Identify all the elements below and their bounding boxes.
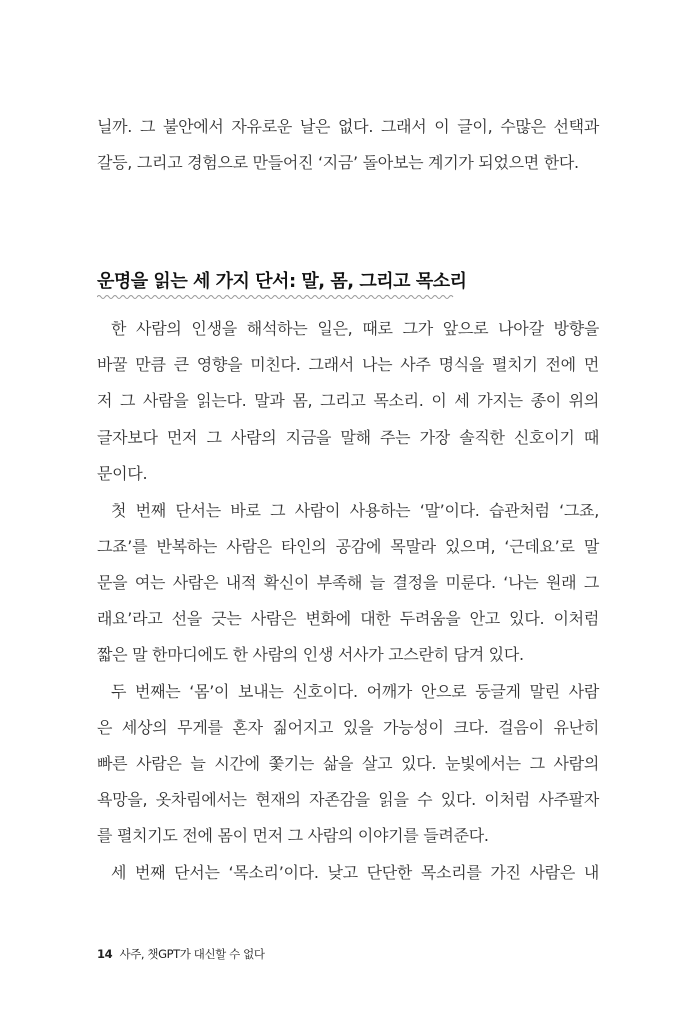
page-footer: [97, 946, 265, 962]
text-line: 그죠’를 반복하는 사람은 타인의 공감에 목말라 있으며, ‘근데요’로 말: [97, 537, 599, 556]
text-line: 문이다.: [97, 464, 148, 483]
text-line: 글자보다 먼저 그 사람의 지금을 말해 주는 가장 솔직한 신호이기 때: [97, 428, 599, 447]
running-title: 사주, 챗GPT가 대신할 수 없다: [119, 947, 265, 961]
text-line: 첫 번째 단서는 바로 그 사람이 사용하는 ‘말’이다. 습관처럼 ‘그죠,: [111, 501, 599, 520]
text-line: 은 세상의 무게를 혼자 짊어지고 있을 가능성이 크다. 걸음이 유난히: [97, 718, 599, 737]
heading-wavy-underline: [97, 294, 455, 300]
page-number: 14: [97, 947, 113, 961]
text-line: 를 펼치기도 전에 몸이 먼저 그 사람의 이야기를 들려준다.: [97, 826, 489, 845]
text-line: 갈등, 그리고 경험으로 만들어진 ‘지금’ 돌아보는 계기가 되었으면 한다.: [97, 153, 579, 172]
section-heading: 운명을 읽는 세 가지 단서: 말, 몸, 그리고 목소리: [97, 271, 467, 292]
text-line: 닐까. 그 불안에서 자유로운 날은 없다. 그래서 이 글이, 수많은 선택과: [97, 117, 599, 136]
text-line: 짧은 말 한마디에도 한 사람의 인생 서사가 고스란히 담겨 있다.: [97, 645, 524, 664]
text-line: 저 그 사람을 읽는다. 말과 몸, 그리고 목소리. 이 세 가지는 종이 위의: [97, 391, 599, 410]
text-line: 바꿀 만큼 큰 영향을 미친다. 그래서 나는 사주 명식을 펼치기 전에 먼: [97, 355, 599, 374]
text-line: 욕망을, 옷차림에서는 현재의 자존감을 읽을 수 있다. 이처럼 사주팔자: [97, 790, 599, 809]
text-line: 래요’라고 선을 긋는 사람은 변화에 대한 두려움을 안고 있다. 이처럼: [97, 609, 599, 628]
text-line: 문을 여는 사람은 내적 확신이 부족해 늘 결정을 미룬다. ‘나는 원래 그: [97, 573, 599, 592]
text-line: 세 번째 단서는 ‘목소리’이다. 낮고 단단한 목소리를 가진 사람은 내: [111, 863, 599, 882]
text-line: 빠른 사람은 늘 시간에 쫓기는 삶을 살고 있다. 눈빛에서는 그 사람의: [97, 754, 599, 773]
text-line: 한 사람의 인생을 해석하는 일은, 때로 그가 앞으로 나아갈 방향을: [111, 319, 599, 338]
text-line: 두 번째는 ‘몸’이 보내는 신호이다. 어깨가 안으로 둥글게 말린 사람: [111, 682, 599, 701]
